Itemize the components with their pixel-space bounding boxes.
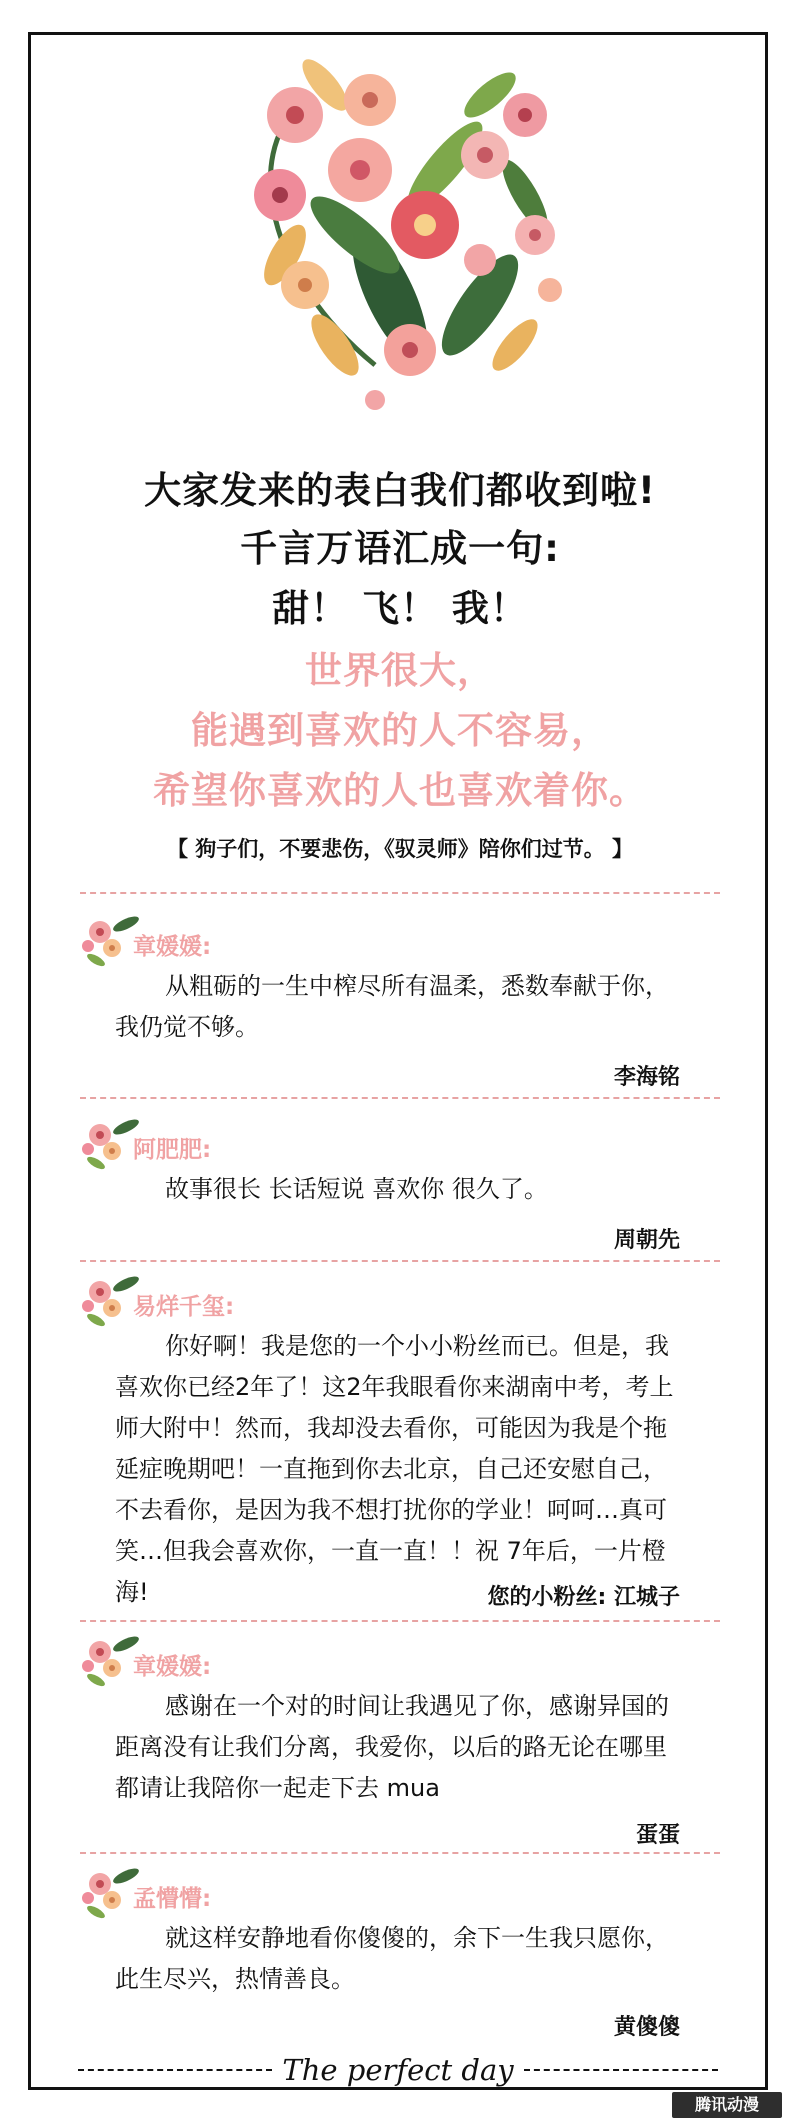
- message-body: 你好啊！我是您的一个小小粉丝而已。但是，我喜欢你已经2年了！这2年我眼看你来湖南中考，考上师大附中！然而，我却没去看你，可能因为我是个拖延症晚期吧！一直拖到你去北京，自己还安慰自己，不去看你，是因为我不想打扰你的学业！呵呵…真可笑…但我会喜欢你，一直一直！！祝 7年后，一片橙海!: [115, 1332, 674, 1606]
- watermark-logo: 腾讯动漫: [672, 2092, 782, 2118]
- message-body: 就这样安静地看你傻傻的，余下一生我只愿你，此生尽兴，热情善良。: [115, 1924, 669, 1993]
- quote-line-2: 能遇到喜欢的人不容易，: [191, 709, 609, 752]
- divider: [80, 1260, 720, 1262]
- recipient-name: 孟懵懵:: [133, 1886, 212, 1912]
- footer: [78, 2053, 718, 2087]
- headline-line-1: 大家发来的表白我们都收到啦!: [144, 469, 656, 512]
- sender-signature: 您的小粉丝: 江城子: [487, 1585, 680, 1610]
- footer-dash-right: [524, 2069, 718, 2071]
- recipient-name: 阿肥肥:: [133, 1137, 212, 1163]
- headline-line-3: 甜！ 飞！ 我！: [272, 587, 528, 630]
- divider: [80, 1097, 720, 1099]
- divider: [80, 1852, 720, 1854]
- floral-heart-illustration: [225, 45, 580, 420]
- message-body: 故事很长 长话短说 喜欢你 很久了。: [165, 1175, 548, 1203]
- sender-signature: 周朝先: [613, 1228, 680, 1253]
- footer-dash-left: [78, 2069, 272, 2071]
- quote-line-1: 世界很大，: [305, 649, 495, 692]
- divider: [80, 1620, 720, 1622]
- headline-line-2: 千言万语汇成一句:: [240, 527, 560, 570]
- sender-signature: 李海铭: [613, 1065, 680, 1090]
- quote-line-3: 希望你喜欢的人也喜欢着你。: [153, 769, 647, 812]
- sender-signature: 蛋蛋: [635, 1823, 680, 1848]
- message-body: 感谢在一个对的时间让我遇见了你，感谢异国的距离没有让我们分离，我爱你，以后的路无论在哪里都请让我陪你一起走下去 mua: [115, 1692, 669, 1802]
- sender-signature: 黄傻傻: [613, 2015, 680, 2040]
- holiday-note: 【 狗子们，不要悲伤，《驭灵师》陪你们过节。 】: [166, 837, 634, 861]
- recipient-name: 易烊千玺:: [133, 1294, 235, 1320]
- footer-title: The perfect day: [282, 2053, 514, 2087]
- recipient-name: 章媛媛:: [133, 1654, 212, 1680]
- recipient-name: 章媛媛:: [133, 934, 212, 960]
- message-body: 从粗砺的一生中榨尽所有温柔，悉数奉献于你，我仍觉不够。: [115, 972, 669, 1041]
- divider: [80, 892, 720, 894]
